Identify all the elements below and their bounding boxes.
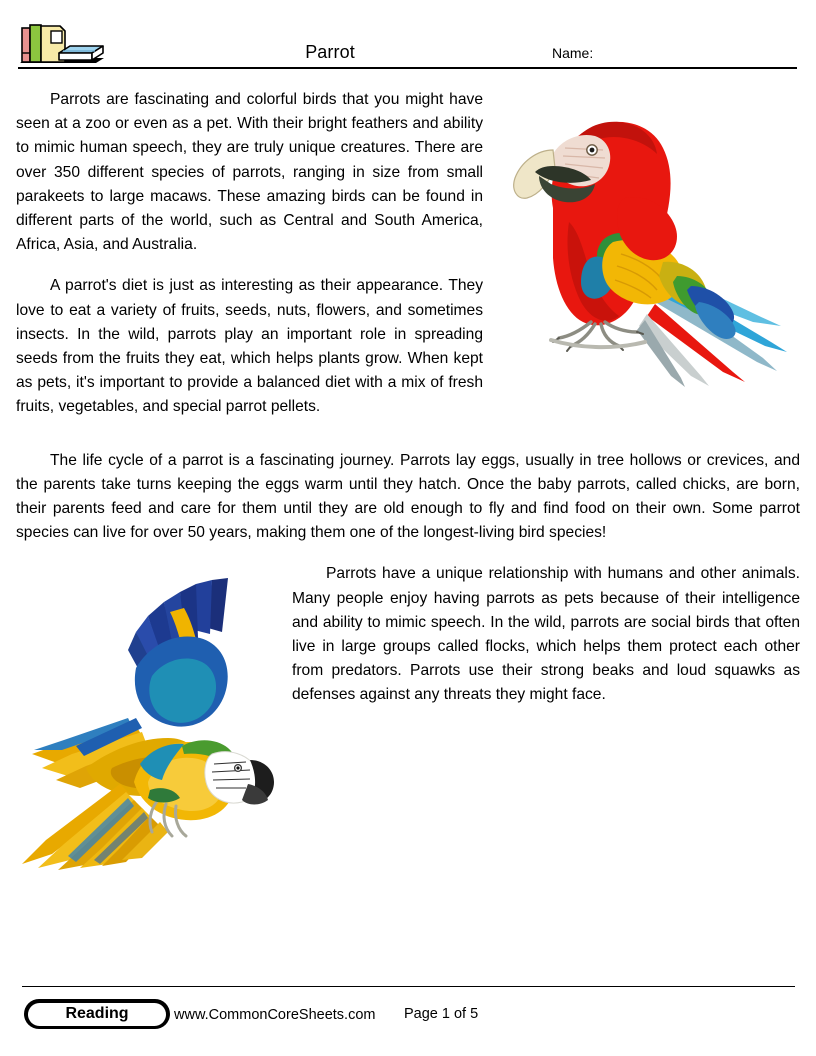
subject-badge-label: Reading	[65, 1005, 129, 1022]
page-header	[0, 0, 816, 72]
passage-paragraph-2: A parrot's diet is just as interesting as their appearance. They love to eat a variety of fruits, seeds, nuts, flowers, and sometimes insects. In the wild, parrots play an important role in spreading seeds from the fruits they eat, which helps plants grow. When kept as pets, it's important to provide a balanced diet with a mix of fresh fruits, vegetables, and special parrot pellets.	[16, 277, 483, 416]
page-footer	[0, 986, 816, 1046]
passage-paragraph-1: Parrots are fascinating and colorful birds that you might have seen at a zoo or even as a pet. With their bright feathers and ability to mimic human speech, they are truly unique creatures. There are over 350 different species of parrots, ranging in size from small parakeets to large macaws. These amazing birds can be found in different parts of the world, such as Central and South America, Africa, Asia, and Australia.	[16, 91, 483, 254]
header-divider	[18, 67, 797, 69]
subject-badge	[24, 999, 170, 1029]
page-title: Parrot	[305, 42, 355, 62]
subject-badge-inner	[28, 1003, 166, 1026]
footer-website: www.CommonCoreSheets.com	[174, 1007, 376, 1023]
reading-passage	[16, 88, 800, 877]
paragraph-spacer	[16, 437, 800, 449]
scarlet-macaw-perched-image	[495, 90, 800, 390]
passage-paragraph-3: The life cycle of a parrot is a fascinating journey. Parrots lay eggs, usually in tree hollows or crevices, and the parents take turns keeping the eggs warm until they hatch. Once the baby parrots, called chicks, are born, their parents feed and care for them until they are old enough to fly and find food on their own. Some parrot species can live for over 50 years, making them one of the longest-living bird species!	[16, 451, 800, 542]
student-name-label: Name:	[552, 45, 594, 61]
footer-divider	[22, 986, 795, 987]
blue-and-gold-macaw-flying-image	[16, 568, 278, 873]
passage-paragraph-4: Parrots have a unique relationship with humans and other animals. Many people enjoy having parrots as pets because of their intelligence and ability to mimic speech. In the wild, parrots are social birds that often live in large groups called flocks, which helps them protect each other from predators. Parrots use their strong beaks and loud squawks as defenses against any threats they might face.	[292, 565, 800, 704]
footer-page-number: Page 1 of 5	[404, 1006, 479, 1022]
